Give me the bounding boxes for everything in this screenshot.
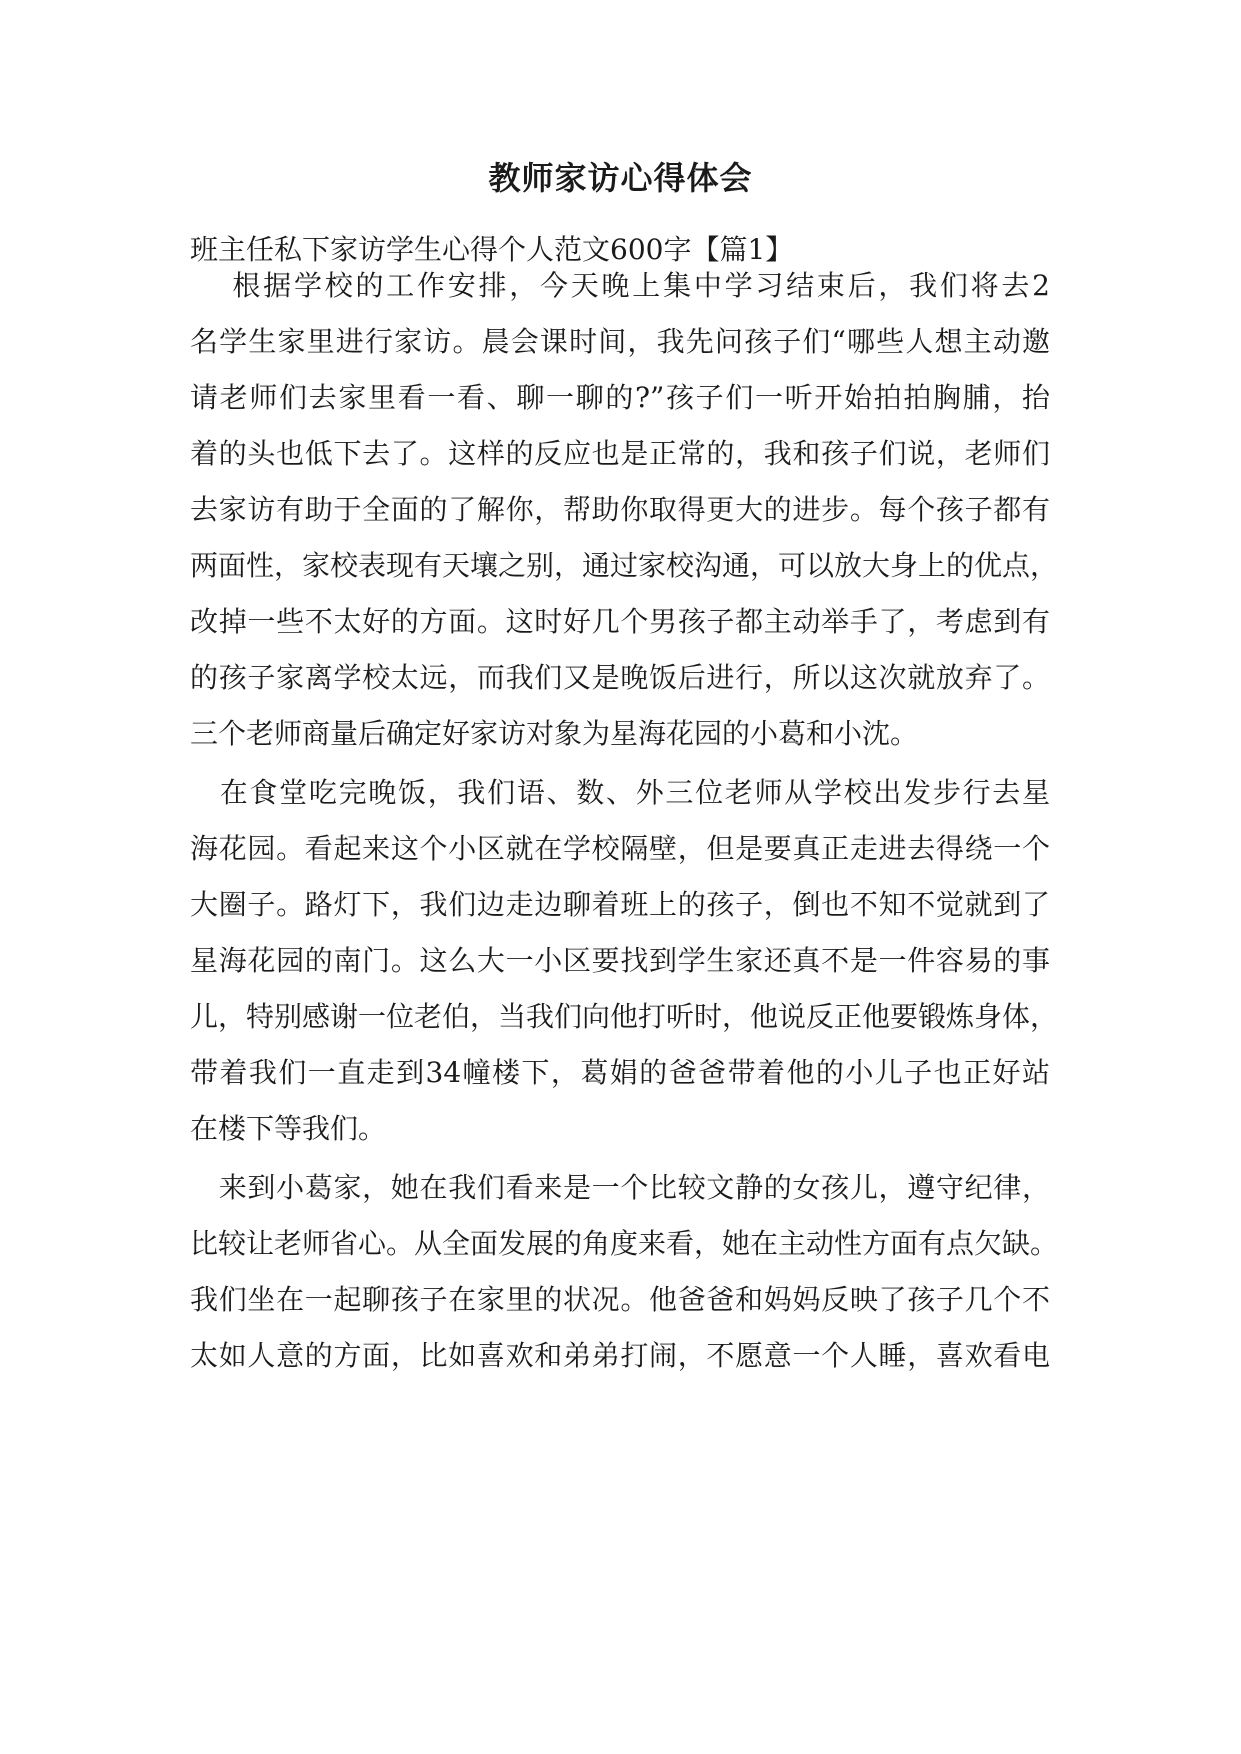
paragraph-1-line-2: 名学生家里进行家访。晨会课时间，我先问孩子们“哪些人想主动邀	[190, 325, 1050, 358]
paragraph-2-line-1: 在食堂吃完晚饭，我们语、数、外三位老师从学校出发步行去星	[190, 776, 1050, 809]
paragraph-2-line-2: 海花园。看起来这个小区就在学校隔壁，但是要真正走进去得绕一个	[190, 832, 1050, 865]
document-subtitle: 班主任私下家访学生心得个人范文600字【篇1】	[190, 233, 794, 266]
paragraph-1-line-9: 三个老师商量后确定好家访对象为星海花园的小葛和小沈。	[190, 717, 919, 750]
paragraph-1-line-8: 的孩子家离学校太远，而我们又是晚饭后进行，所以这次就放弃了。	[190, 661, 1050, 694]
document-title: 教师家访心得体会	[488, 159, 753, 197]
paragraph-3-line-2: 比较让老师省心。从全面发展的角度来看，她在主动性方面有点欠缺。	[190, 1227, 1059, 1260]
paragraph-2-line-3: 大圈子。路灯下，我们边走边聊着班上的孩子，倒也不知不觉就到了	[190, 888, 1050, 921]
paragraph-1-line-7: 改掉一些不太好的方面。这时好几个男孩子都主动举手了，考虑到有	[190, 605, 1050, 638]
paragraph-2-line-7: 在楼下等我们。	[190, 1112, 387, 1145]
paragraph-1-line-3: 请老师们去家里看一看、聊一聊的?”孩子们一听开始拍拍胸脯，抬	[190, 381, 1050, 414]
paragraph-3-line-1: 来到小葛家，她在我们看来是一个比较文静的女孩儿，遵守纪律，	[190, 1171, 1050, 1204]
paragraph-1-line-5: 去家访有助于全面的了解你，帮助你取得更大的进步。每个孩子都有	[190, 493, 1050, 526]
paragraph-1-line-6: 两面性，家校表现有天壤之别，通过家校沟通，可以放大身上的优点，	[190, 549, 1059, 582]
paragraph-2-line-6: 带着我们一直走到34幢楼下，葛娟的爸爸带着他的小儿子也正好站	[190, 1056, 1050, 1089]
paragraph-1-line-1: 根据学校的工作安排，今天晚上集中学习结束后，我们将去2	[190, 269, 1050, 302]
paragraph-3-line-3: 我们坐在一起聊孩子在家里的状况。他爸爸和妈妈反映了孩子几个不	[190, 1283, 1050, 1316]
paragraph-3-line-4: 太如人意的方面，比如喜欢和弟弟打闹，不愿意一个人睡，喜欢看电	[190, 1339, 1050, 1372]
paragraph-2-line-5: 儿，特别感谢一位老伯，当我们向他打听时，他说反正他要锻炼身体，	[190, 1000, 1059, 1033]
paragraph-2-line-4: 星海花园的南门。这么大一小区要找到学生家还真不是一件容易的事	[190, 944, 1050, 977]
paragraph-1-line-4: 着的头也低下去了。这样的反应也是正常的，我和孩子们说，老师们	[190, 437, 1050, 470]
